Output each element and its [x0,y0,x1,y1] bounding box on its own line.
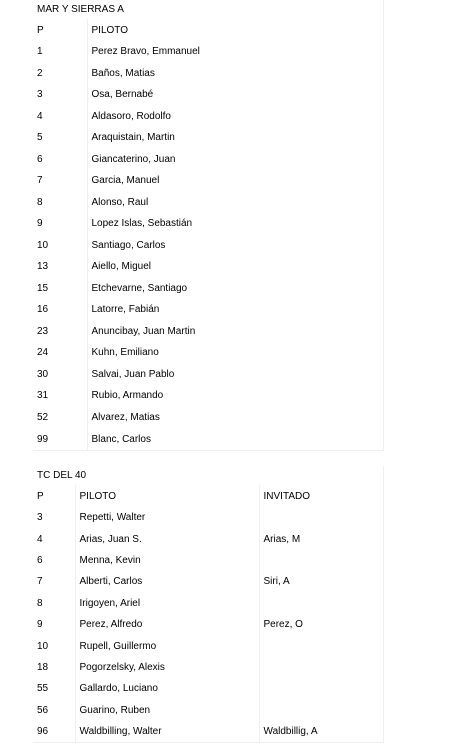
cell-piloto: Latorre, Fabián [91,304,160,316]
cell-invitado: Waldbillig, A [263,726,318,738]
cell-piloto: Alonso, Raul [91,196,149,208]
cell-invitado [259,635,383,656]
cell-piloto: Blanc, Carlos [91,433,151,445]
cell-piloto: Garcia, Manuel [91,175,160,187]
table-row [33,149,383,171]
table-tc-del-40 [33,466,384,743]
cell-piloto: Rubio, Armando [91,390,164,402]
table-row [33,550,383,571]
table-row [33,63,383,85]
cell-position: 8 [33,593,75,614]
cell-position: 52 [33,407,87,429]
table-b-title: TC DEL 40 [37,470,87,481]
table-row [33,507,383,528]
cell-piloto: Arias, Juan S. [75,528,259,549]
table-row [33,678,383,699]
table-b-title-row [33,466,383,485]
cell-position: 8 [33,192,87,214]
cell-piloto: Kuhn, Emiliano [91,347,159,359]
cell-position: 30 [33,364,87,386]
cell-piloto: Santiago, Carlos [91,239,166,251]
cell-position: 9 [33,614,75,635]
cell-position: 31 [33,385,87,407]
cell-position: 3 [33,84,87,106]
cell-position: 24 [33,342,87,364]
cell-invitado: Perez, O [263,619,303,631]
cell-position: 10 [33,635,75,656]
cell-piloto: Perez, Alfredo [75,614,259,635]
column-header-p: P [33,485,75,507]
table-a-header-row [33,19,383,41]
table-row [33,256,383,278]
cell-position: 18 [33,657,75,678]
cell-piloto: Salvai, Juan Pablo [91,368,175,380]
cell-piloto: Etchevarne, Santiago [91,282,188,294]
cell-piloto: Aiello, Miguel [91,261,151,273]
cell-position: 55 [33,678,75,699]
table-row [33,385,383,407]
cell-piloto: Guarino, Ruben [75,700,259,721]
table-row [33,528,383,549]
cell-position: 9 [33,213,87,235]
cell-piloto: Anuncibay, Juan Martin [91,325,196,337]
cell-invitado [259,507,383,528]
cell-position: 4 [33,106,87,128]
cell-piloto: Rupell, Guillermo [75,635,259,656]
table-row [33,213,383,235]
cell-piloto: Giancaterino, Juan [91,153,176,165]
cell-position: 4 [33,528,75,549]
cell-piloto: Aldasoro, Rodolfo [91,110,171,122]
table-row [33,364,383,386]
table-row [33,170,383,192]
cell-piloto: Gallardo, Luciano [75,678,259,699]
table-row [33,235,383,257]
cell-position: 6 [33,550,75,571]
cell-piloto: Baños, Matias [91,67,155,79]
table-row [33,278,383,300]
cell-position: 7 [33,571,75,592]
cell-invitado: Arias, M [263,533,301,545]
cell-invitado [259,593,383,614]
cell-position: 7 [33,170,87,192]
cell-piloto: Menna, Kevin [75,550,259,571]
cell-position: 15 [33,278,87,300]
cell-piloto: Lopez Islas, Sebastián [91,218,193,230]
cell-piloto: Osa, Bernabé [91,89,154,101]
table-row [33,342,383,364]
cell-piloto: Alberti, Carlos [75,571,259,592]
cell-position: 1 [33,41,87,63]
table-row [33,614,383,635]
cell-position: 10 [33,235,87,257]
cell-position: 96 [33,721,75,743]
cell-position: 16 [33,299,87,321]
table-row [33,299,383,321]
table-row [33,721,383,743]
column-header-piloto: PILOTO [91,24,128,36]
table-a-title-row [33,0,383,19]
cell-position: 56 [33,700,75,721]
table-row [33,657,383,678]
cell-invitado [259,700,383,721]
table-row [33,428,383,450]
cell-piloto: Pogorzelsky, Alexis [75,657,259,678]
table-row [33,41,383,63]
cell-position: 2 [33,63,87,85]
column-header-invitado: INVITADO [263,490,310,502]
table-row [33,700,383,721]
cell-position: 3 [33,507,75,528]
cell-position: 5 [33,127,87,149]
cell-invitado [259,550,383,571]
cell-piloto: Perez Bravo, Emmanuel [91,46,200,58]
cell-position: 99 [33,428,87,450]
cell-piloto: Alvarez, Matias [91,411,160,423]
cell-piloto: Repetti, Walter [75,507,259,528]
table-row [33,84,383,106]
table-row [33,321,383,343]
table-row [33,106,383,128]
table-a-title: MAR Y SIERRAS A [37,4,124,16]
table-mar-y-sierras-a [33,0,384,451]
cell-piloto: Waldbilling, Walter [75,721,259,743]
cell-invitado: Siri, A [263,576,290,588]
table-row [33,635,383,656]
table-b-header-row [33,485,383,507]
cell-invitado [259,657,383,678]
cell-piloto: Araquistain, Martin [91,132,175,144]
table-row [33,571,383,592]
cell-position: 6 [33,149,87,171]
cell-invitado [259,678,383,699]
column-header-piloto: PILOTO [75,485,259,507]
cell-position: 13 [33,256,87,278]
table-row [33,593,383,614]
table-row [33,407,383,429]
table-row [33,127,383,149]
cell-piloto: Irigoyen, Ariel [75,593,259,614]
cell-position: 23 [33,321,87,343]
table-row [33,192,383,214]
column-header-p: P [33,19,87,41]
